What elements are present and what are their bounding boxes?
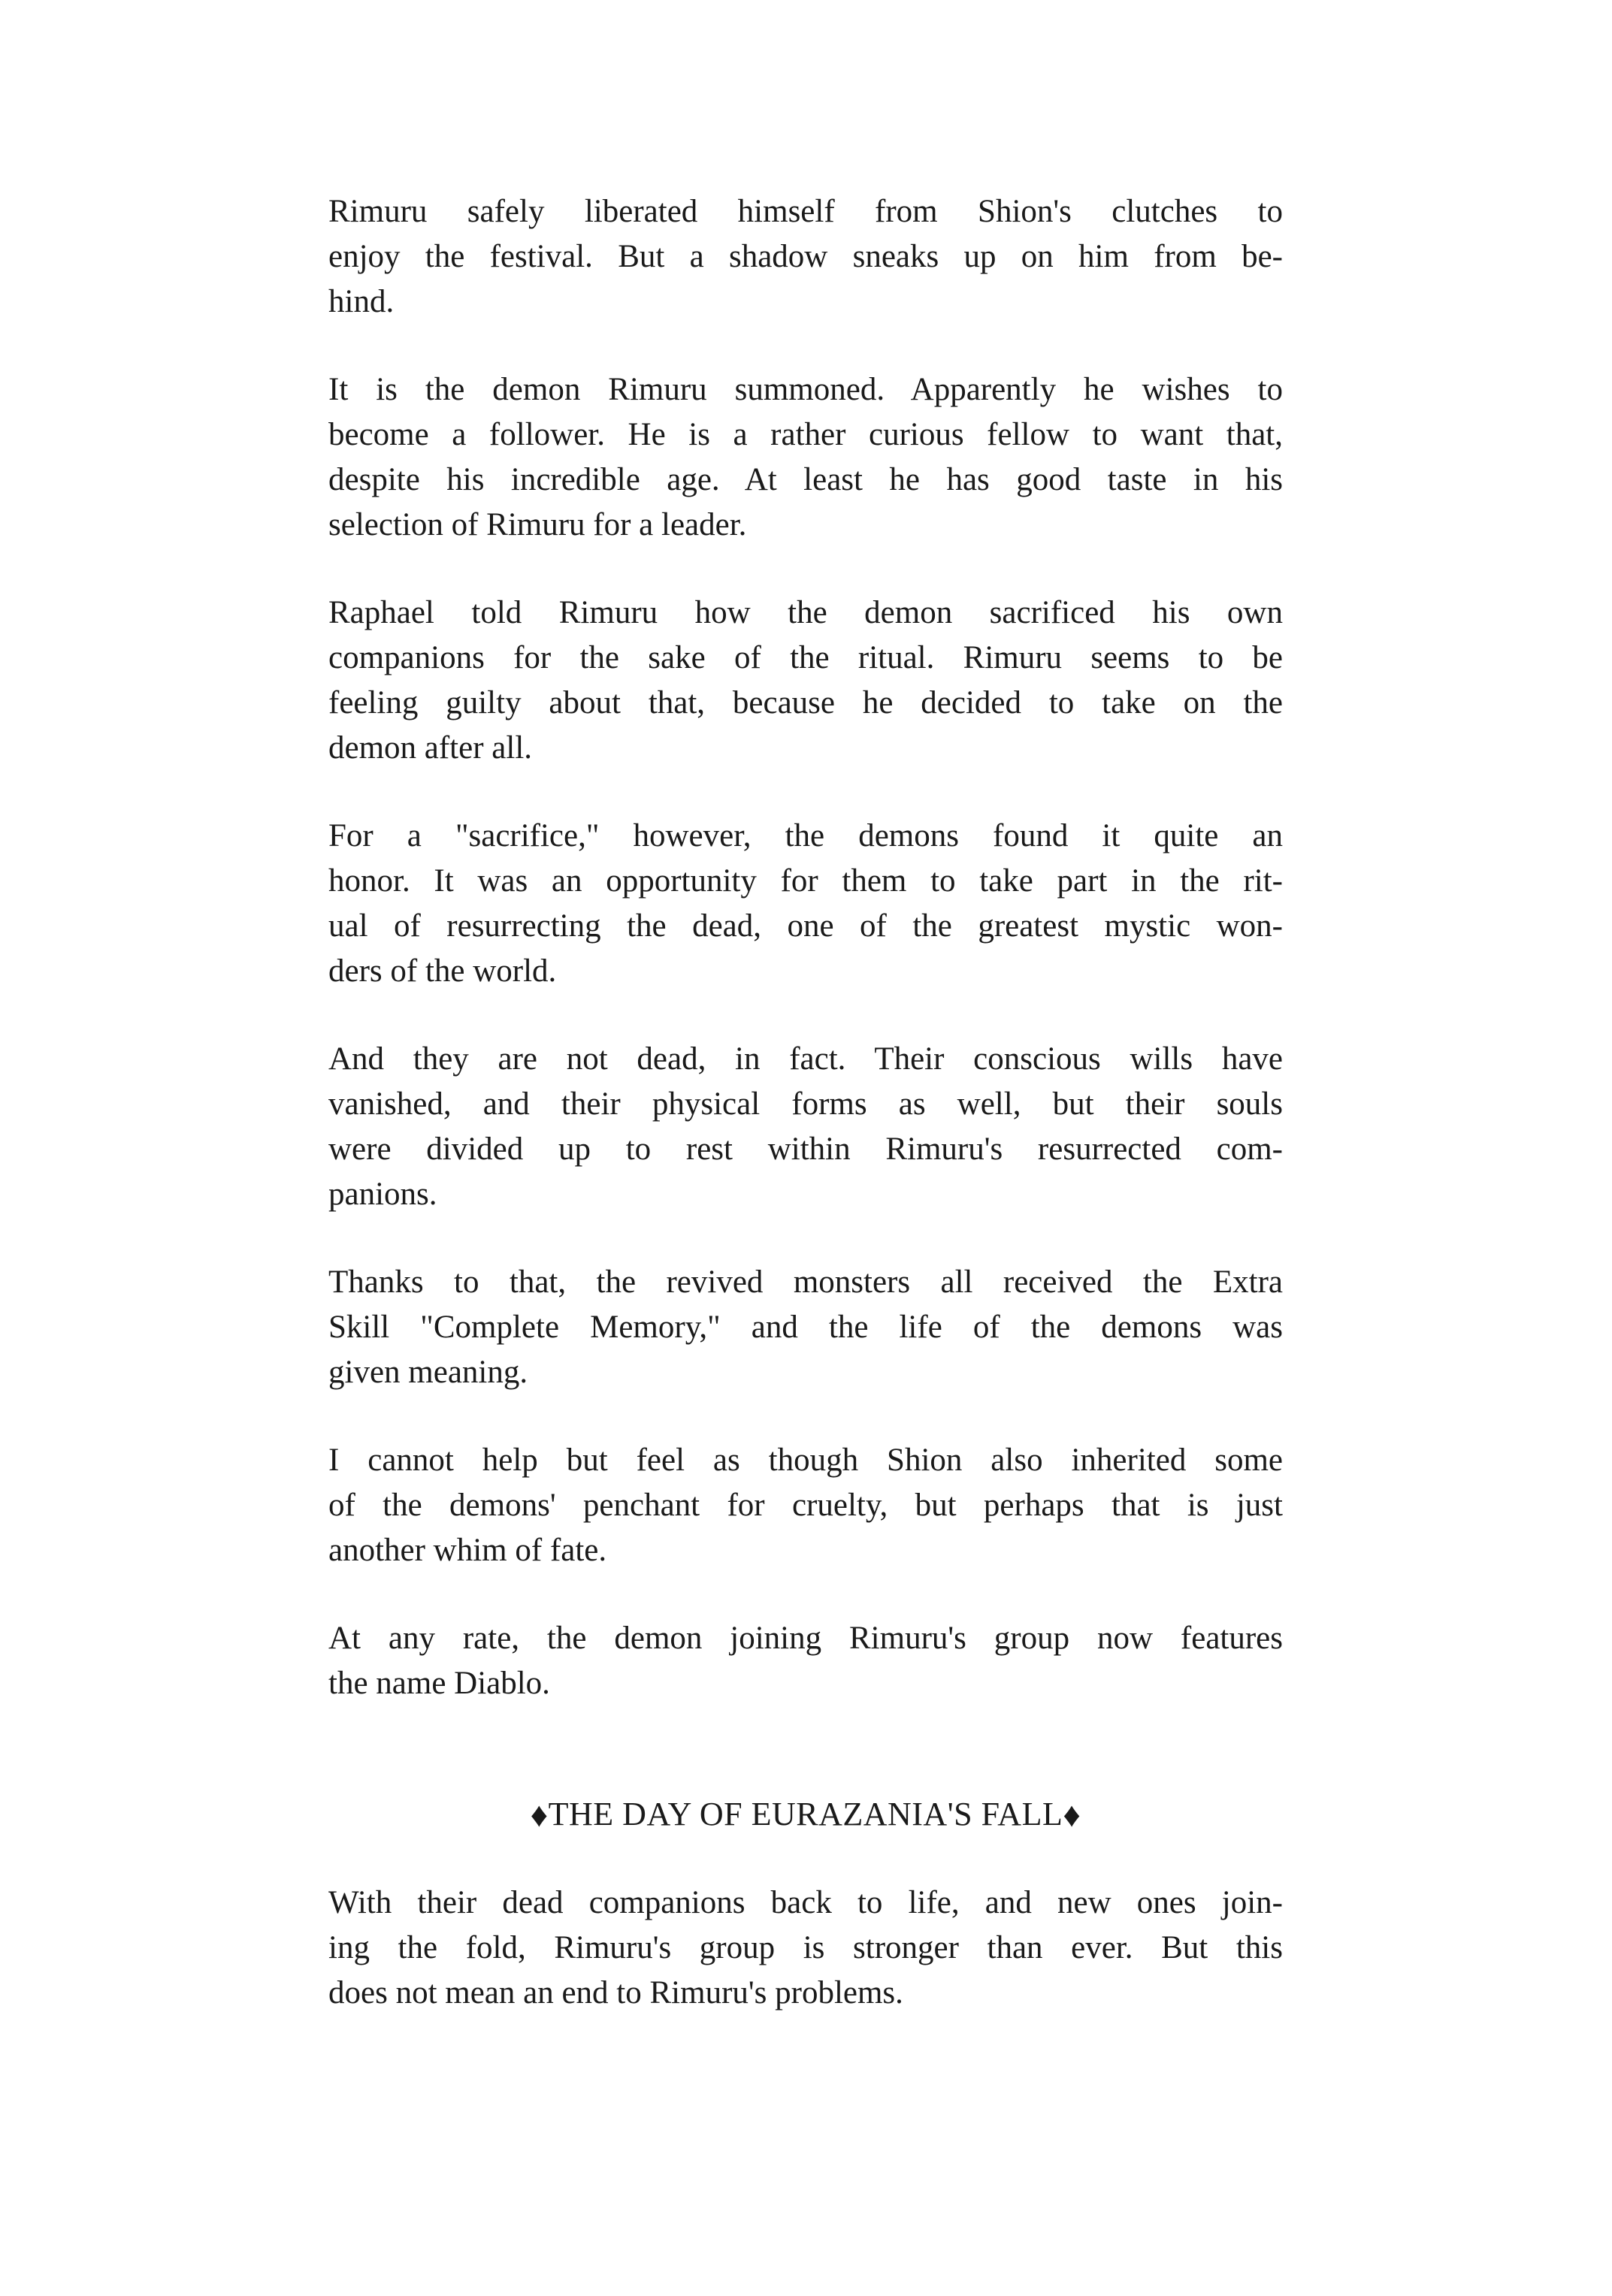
text-line: Rimuru safely liberated himself from Shion's clutches to bbox=[328, 194, 1283, 229]
text-line: despite his incredible age. At least he has good taste in his bbox=[328, 462, 1283, 497]
text-line: Thanks to that, the revived monsters all received the Extra bbox=[328, 1264, 1283, 1300]
paragraph bbox=[328, 814, 1283, 994]
paragraph bbox=[328, 367, 1283, 548]
text-line: I cannot help but feel as though Shion also inherited some bbox=[328, 1443, 1283, 1478]
paragraph bbox=[328, 1260, 1283, 1395]
text-line: enjoy the festival. But a shadow sneaks up on him from be- bbox=[328, 239, 1283, 274]
text-line: Raphael told Rimuru how the demon sacrificed his own bbox=[328, 595, 1283, 630]
text-line: selection of Rimuru for a leader. bbox=[328, 507, 747, 542]
diamond-icon-left: ♦ bbox=[530, 1796, 549, 1834]
text-line: given meaning. bbox=[328, 1355, 528, 1390]
text-line: It is the demon Rimuru summoned. Apparently he wishes to bbox=[328, 372, 1283, 407]
text-line: And they are not dead, in fact. Their conscious wills have bbox=[328, 1041, 1283, 1077]
paragraph bbox=[328, 1037, 1283, 1217]
text-line: ing the fold, Rimuru's group is stronger than ever. But this bbox=[328, 1930, 1283, 1965]
text-line: honor. It was an opportunity for them to take part in the rit- bbox=[328, 863, 1283, 899]
text-line: feeling guilty about that, because he decided to take on the bbox=[328, 685, 1283, 721]
paragraph bbox=[328, 189, 1283, 325]
text-line: ual of resurrecting the dead, one of the greatest mystic won- bbox=[328, 908, 1283, 944]
text-line: panions. bbox=[328, 1177, 437, 1212]
text-line: At any rate, the demon joining Rimuru's group now features bbox=[328, 1621, 1283, 1656]
paragraph bbox=[328, 591, 1283, 771]
text-line: hind. bbox=[328, 284, 395, 319]
paragraph bbox=[328, 1881, 1283, 2016]
text-line: demon after all. bbox=[328, 730, 533, 766]
text-line: the name Diablo. bbox=[328, 1666, 550, 1701]
paragraph bbox=[328, 1616, 1283, 1706]
text-line: For a "sacrifice," however, the demons found it quite an bbox=[328, 818, 1283, 853]
text-line: ders of the world. bbox=[328, 953, 557, 989]
text-line: vanished, and their physical forms as well, but their souls bbox=[328, 1086, 1283, 1122]
text-line: With their dead companions back to life, and new ones join- bbox=[328, 1885, 1283, 1920]
text-line: does not mean an end to Rimuru's problems. bbox=[328, 1975, 903, 2011]
section-heading bbox=[328, 1792, 1283, 1838]
text-line: become a follower. He is a rather curious fellow to want that, bbox=[328, 417, 1283, 452]
text-line: companions for the sake of the ritual. Rimuru seems to be bbox=[328, 640, 1283, 675]
text-line: were divided up to rest within Rimuru's resurrected com- bbox=[328, 1131, 1283, 1167]
text-line: Skill "Complete Memory," and the life of the demons was bbox=[328, 1310, 1283, 1345]
text-line: of the demons' penchant for cruelty, but perhaps that is just bbox=[328, 1488, 1283, 1523]
section-heading-text: THE DAY OF EURAZANIA'S FALL bbox=[548, 1796, 1063, 1832]
text-line: another whim of fate. bbox=[328, 1533, 607, 1568]
page-text-block bbox=[328, 189, 1283, 2059]
paragraph bbox=[328, 1438, 1283, 1573]
diamond-icon-right: ♦ bbox=[1063, 1796, 1081, 1834]
